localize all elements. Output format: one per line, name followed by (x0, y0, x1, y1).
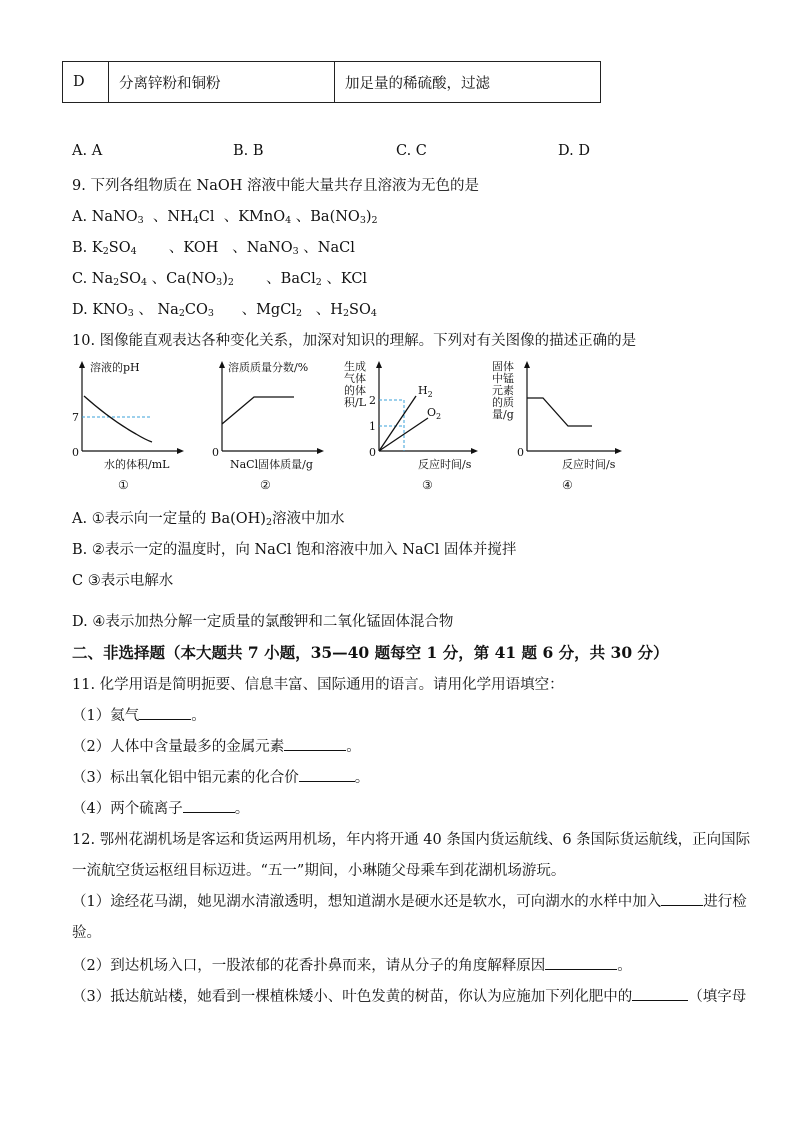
q10-stem: 10. 图像能直观表达各种变化关系，加深对知识的理解。下列对有关图像的描述正确的是 (72, 333, 637, 349)
table-cell-letter: D (63, 62, 109, 103)
graph-3 (340, 356, 490, 496)
graph-1-tick-0: 0 (72, 446, 79, 459)
table-cell-method: 加足量的稀硫酸，过滤 (335, 62, 601, 103)
q10-option-a: A. ①表示向一定量的 $Ba(OH)_2$溶液中加水 (72, 511, 345, 528)
graph-2-ylabel: 溶质质量分数/% (228, 361, 309, 374)
q8-option-d: D. D (558, 143, 590, 159)
q8-option-b: B. B (233, 143, 264, 159)
graph-2-xlabel: NaCl固体质量/g (230, 458, 313, 471)
q12-stem-line-1: 12. 鄂州花湖机场是客运和货运两用机场，年内将开通 40 条国内货运航线、6 条国际货运航线，正向国际 (72, 832, 751, 848)
graph-2-tick-0: 0 (212, 446, 219, 459)
q8-option-c: C. C (396, 143, 427, 159)
graph-3-series-h2: $H_2$ (418, 384, 433, 399)
answer-blank[interactable] (183, 812, 235, 813)
q11-stem: 11. 化学用语是简明扼要、信息丰富、国际通用的语言。请用化学用语填空： (72, 677, 564, 693)
graph-3-tick-1: 1 (369, 420, 376, 433)
answer-blank[interactable] (661, 905, 703, 906)
graph-1 (66, 356, 191, 496)
graph-3-tick-0: 0 (369, 446, 376, 459)
q12-item-3: （3）抵达航站楼，她看到一棵植株矮小、叶色发黄的树苗，你认为应施加下列化肥中的 （填字母 (72, 989, 747, 1005)
q12-stem-line-2: 一流航空货运枢纽目标迈进。“五一”期间，小琳随父母乘车到花湖机场游玩。 (72, 863, 566, 879)
graph-4-number: ④ (562, 478, 573, 492)
answer-blank[interactable] (139, 719, 191, 720)
graph-4-tick-0: 0 (517, 446, 524, 459)
answer-blank[interactable] (299, 781, 355, 782)
section-2-heading: 二、非选择题（本大题共 7 小题，35—40 题每空 1 分，第 41 题 6 分，共 30 分） (72, 643, 669, 662)
graph-4-ylabel: 固体中锰元素的质量/g (492, 360, 514, 421)
answer-blank[interactable] (284, 750, 346, 751)
q9-stem: 9. 下列各组物质在 NaOH 溶液中能大量共存且溶液为无色的是 (72, 178, 480, 194)
graph-1-ylabel: 溶液的pH (90, 361, 140, 374)
graph-3-series-o2: $O_2$ (427, 406, 442, 421)
table-row (63, 62, 601, 103)
graph-2-number: ② (260, 478, 271, 492)
answer-blank[interactable] (632, 1000, 688, 1001)
q11-item-2: （2）人体中含量最多的金属元素 。 (72, 739, 361, 755)
answer-blank[interactable] (545, 969, 617, 970)
graph-1-tick-7: 7 (72, 411, 79, 424)
graph-3-tick-2: 2 (369, 394, 376, 407)
table-cell-item: 分离锌粉和铜粉 (109, 62, 335, 103)
q9-option-c: C. $Na_2SO_4$ 、$Ca(NO_3)_2$ 、BaCl$_2$ 、KCl (72, 271, 368, 288)
q9-option-a: A. NaNO$_3$ 、$NH_4Cl$ 、KMnO$_4$ 、$Ba(NO_3)_2$ (72, 209, 378, 226)
q11-item-1: （1）氦气 。 (72, 708, 206, 724)
q10-option-c: C ③表示电解水 (72, 573, 174, 589)
q10-option-b: B. ②表示一定的温度时，向 NaCl 饱和溶液中加入 NaCl 固体并搅拌 (72, 542, 517, 558)
graph-1-xlabel: 水的体积/mL (104, 458, 170, 471)
q10-option-d: D. ④表示加热分解一定质量的氯酸钾和二氧化锰固体混合物 (72, 614, 454, 630)
options-table (62, 61, 601, 103)
graph-3-ylabel: 生成气体的体积/L (344, 360, 367, 409)
graph-4 (488, 356, 628, 496)
graph-3-xlabel: 反应时间/s (418, 458, 472, 471)
graph-3-number: ③ (422, 478, 433, 492)
graph-4-xlabel: 反应时间/s (562, 458, 616, 471)
q12-item-1: （1）途经花马湖，她见湖水清澈透明，想知道湖水是硬水还是软水，可向湖水的水样中加入 进行检 (72, 894, 747, 910)
q9-option-b: B. $K_2SO_4$ 、KOH 、NaNO$_3$ 、NaCl (72, 240, 355, 257)
graph-2 (206, 356, 336, 496)
q11-item-4: （4）两个硫离子 。 (72, 801, 250, 817)
q12-item-1-cont: 验。 (72, 925, 101, 941)
q9-option-d: D. $KNO_3$ 、 $Na_2CO_3$ 、MgCl$_2$ 、$H_2SO_4$ (72, 302, 377, 319)
q8-option-a: A. A (72, 143, 103, 159)
graph-1-number: ① (118, 478, 129, 492)
q12-item-2: （2）到达机场入口，一股浓郁的花香扑鼻而来，请从分子的角度解释原因 。 (72, 958, 632, 974)
q11-item-3: （3）标出氧化铝中铝元素的化合价 。 (72, 770, 370, 786)
